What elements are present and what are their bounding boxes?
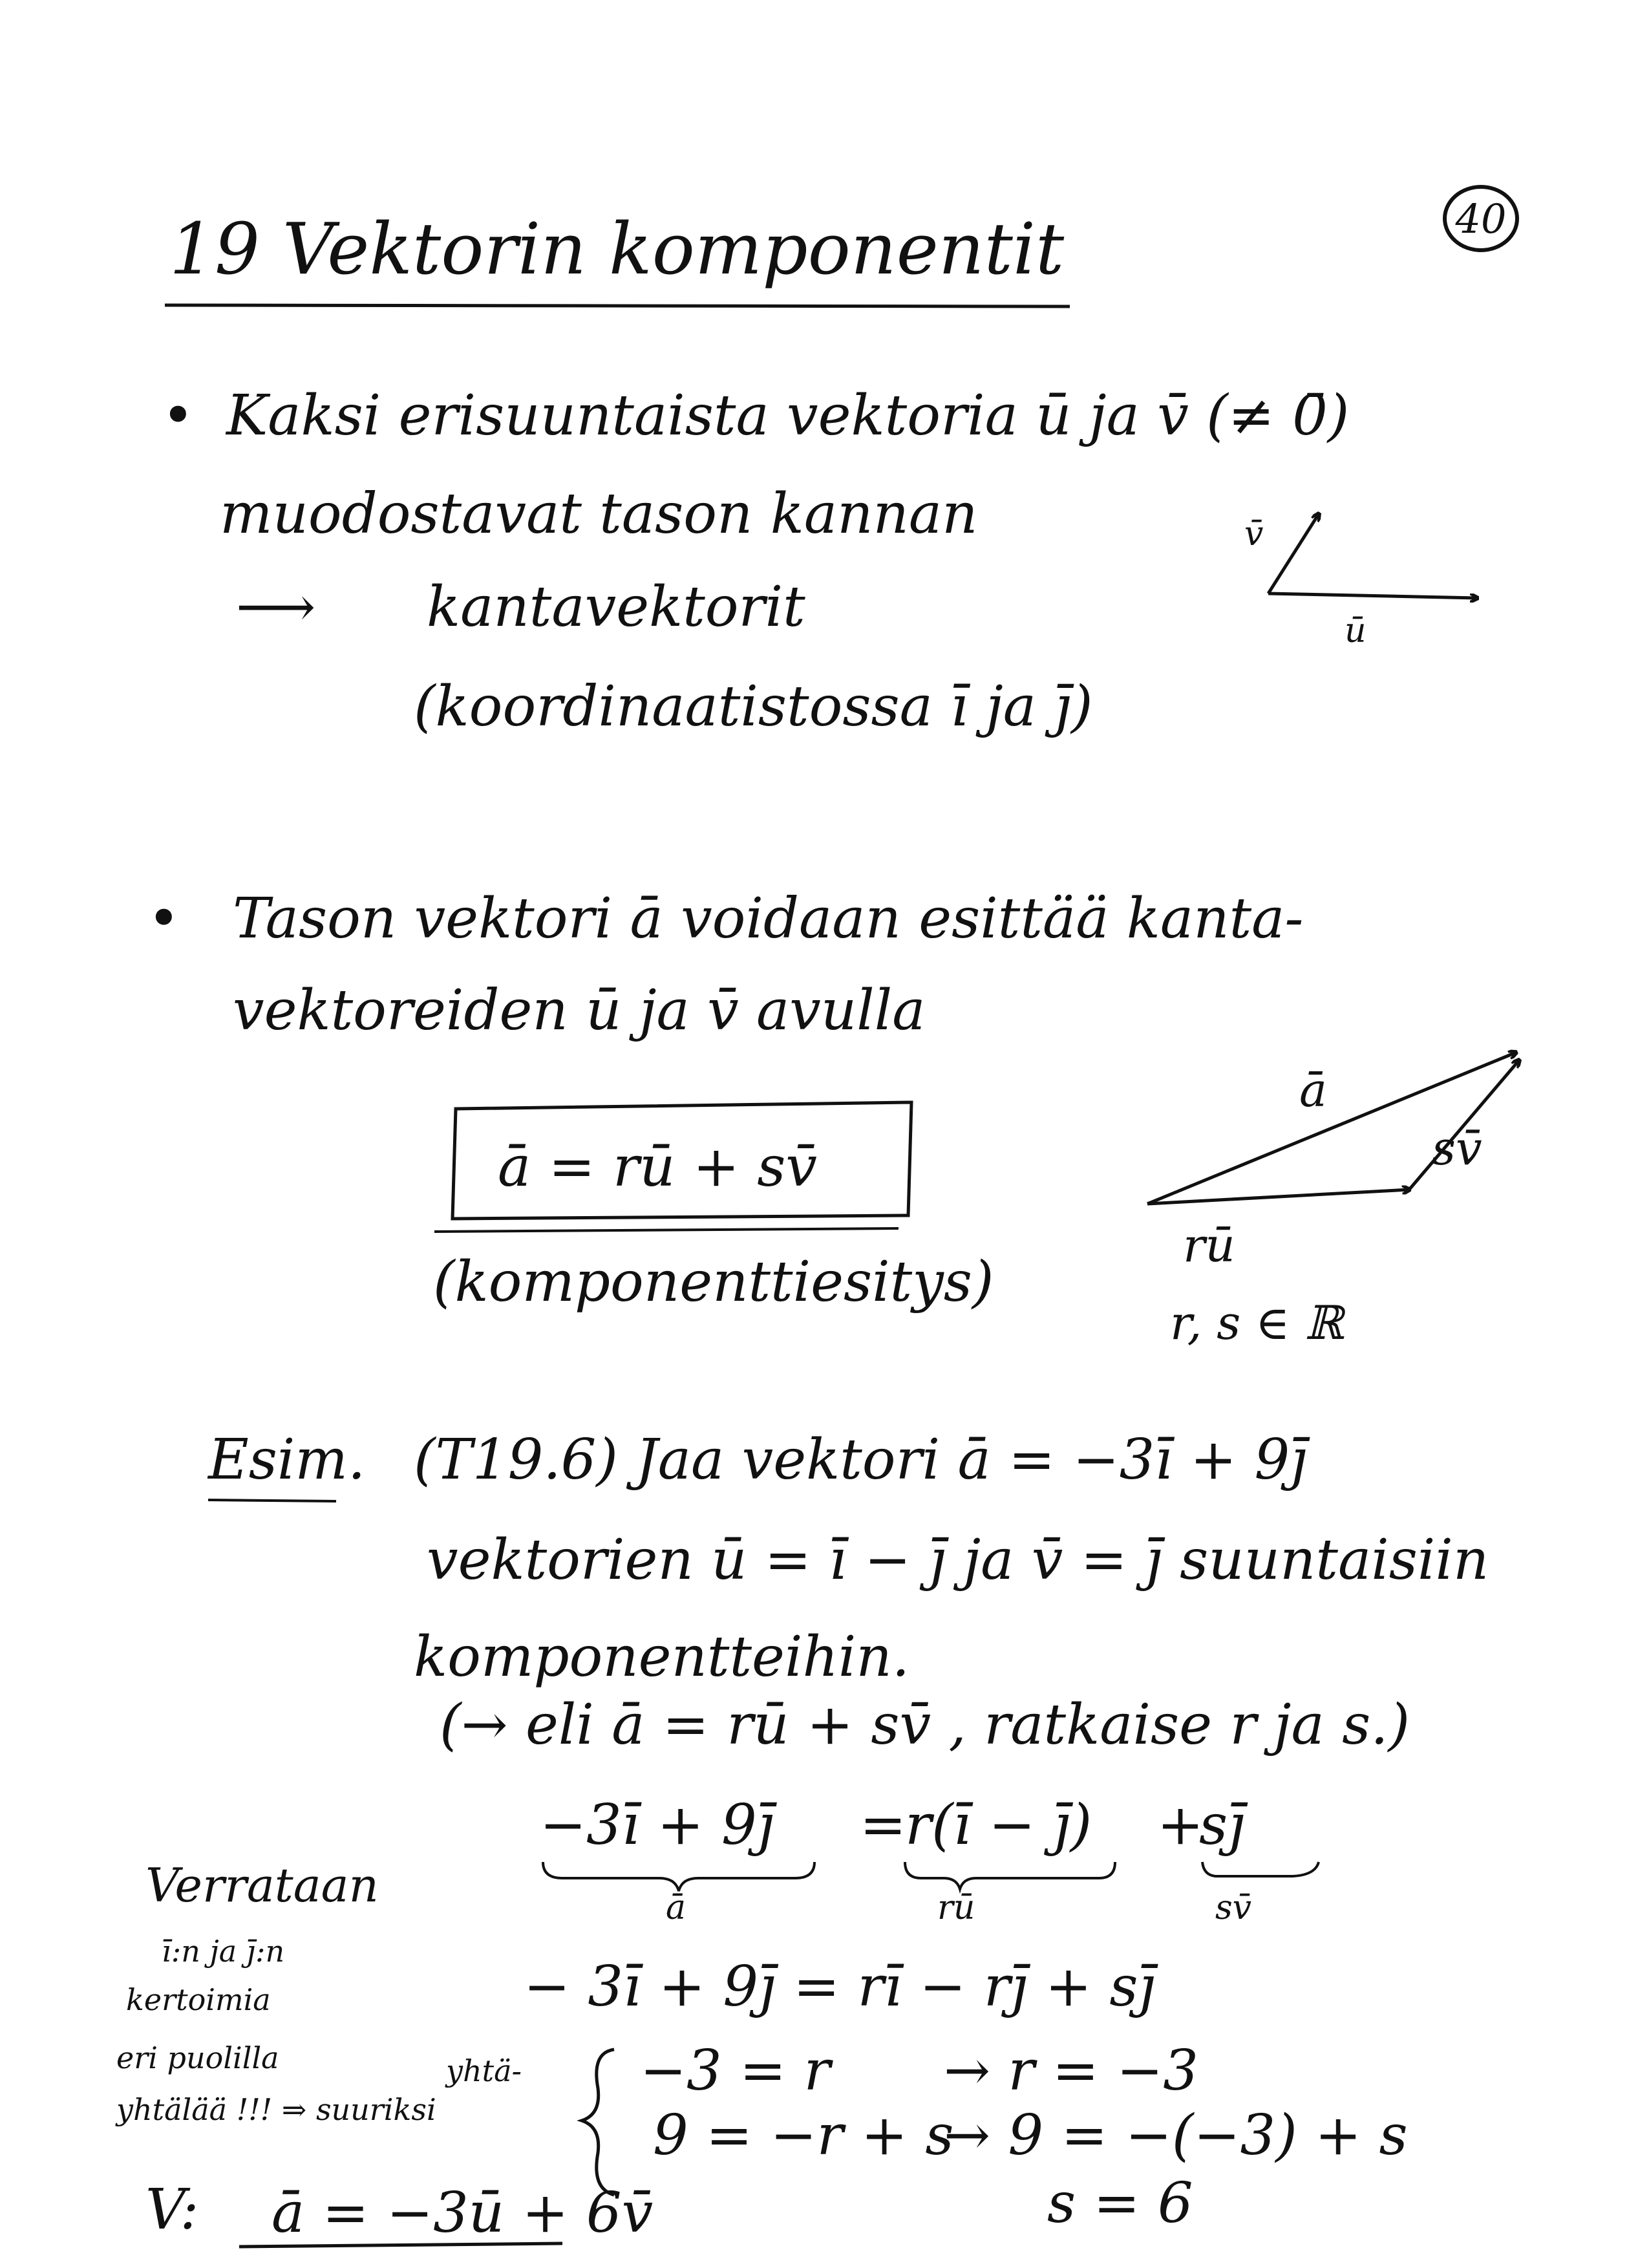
eq2: − 3ī + 9j̄ = rī − rj̄ + sj̄: [524, 1954, 1156, 2019]
eq1-right: sj̄: [1199, 1793, 1245, 1857]
sys2-left: 9 = −r + s: [653, 2103, 954, 2168]
section2-line2: vektoreiden ū ja v̄ avulla: [233, 978, 926, 1043]
basis-label-u: ū: [1345, 612, 1367, 650]
component-formula: ā = rū + sv̄: [498, 1135, 817, 1199]
side-note-4: eri puolilla: [116, 2040, 279, 2075]
example-line4: (→ eli ā = rū + sv̄ , ratkaise r ja s.): [440, 1693, 1410, 1757]
eq1-mid: r(ī − j̄): [905, 1793, 1092, 1857]
sys2-right: → 9 = −(−3) + s: [944, 2103, 1408, 2168]
basis-vector-v: [1268, 514, 1319, 594]
eq1-under-a: ā: [666, 1888, 686, 1927]
side-note-2: ī:n ja j̄:n: [162, 1934, 285, 1969]
decomp-vector-ru: [1147, 1190, 1409, 1204]
underbrace-left: [543, 1862, 814, 1891]
sys3-right: s = 6: [1047, 2171, 1193, 2236]
sys1-left: −3 = r: [640, 2038, 831, 2103]
underbrace-mid: [905, 1862, 1115, 1889]
sys1-right: → r = −3: [944, 2038, 1199, 2103]
title-underline: [165, 305, 1070, 306]
page-number-badge: 40: [1443, 185, 1519, 252]
system-curly-brace: [582, 2049, 614, 2195]
side-note-5: yhtä-: [446, 2053, 522, 2088]
example-line1: (T19.6) Jaa vektori ā = −3ī + 9j̄: [414, 1428, 1307, 1492]
decomp-vector-sv: [1409, 1060, 1519, 1190]
decomp-label-rs: r, s ∈ ℝ: [1170, 1296, 1344, 1350]
section1-line3: kantavektorit: [427, 575, 805, 639]
eq1-plus: +: [1157, 1793, 1204, 1857]
bullet-2: •: [147, 886, 180, 951]
bullet-1: •: [162, 383, 195, 448]
eq1-left: −3ī + 9j̄: [540, 1793, 774, 1857]
basis-label-v: v̄: [1244, 515, 1264, 553]
answer-formula: ā = −3ū + 6v̄: [271, 2181, 654, 2245]
example-label-underline: [208, 1500, 336, 1501]
eq1-under-sv: sv̄: [1215, 1888, 1252, 1927]
section1-line2: muodostavat tason kannan: [220, 482, 978, 546]
eq1-under-ru: rū: [937, 1888, 975, 1927]
decomp-label-a: ā: [1299, 1063, 1327, 1117]
decomp-label-sv: sv̄: [1432, 1121, 1482, 1175]
page-title: 19 Vektorin komponentit: [169, 208, 1065, 290]
side-note-6: yhtälää !!! ⇒ suuriksi: [116, 2092, 436, 2127]
basis-vector-u: [1268, 594, 1477, 598]
formula-box-shadow: [434, 1228, 899, 1232]
section1-line4: (koordinaatistossa ī ja j̄): [414, 674, 1093, 739]
answer-label: V:: [145, 2177, 199, 2242]
section1-line1: Kaksi erisuuntaista vektoria ū ja v̄ (≠ 0̄): [226, 383, 1350, 448]
side-note-3: kertoimia: [126, 1982, 271, 2017]
side-note-1: Verrataan: [145, 1858, 379, 1912]
decomp-label-ru: rū: [1183, 1218, 1235, 1272]
example-line3: komponentteihin.: [414, 1625, 910, 1689]
example-line2: vektorien ū = ī − j̄ ja v̄ = j̄ suuntaisiin: [427, 1528, 1489, 1592]
section2-line1: Tason vektori ā voidaan esittää kanta-: [233, 886, 1304, 951]
answer-underline: [239, 2243, 562, 2247]
example-label: Esim.: [208, 1428, 366, 1492]
underbrace-right: [1202, 1862, 1319, 1876]
eq1-equals: =: [860, 1793, 907, 1857]
formula-box: [452, 1102, 911, 1219]
arrow-glyph: ⟶: [236, 575, 316, 639]
formula-caption: (komponenttiesitys): [433, 1250, 994, 1314]
